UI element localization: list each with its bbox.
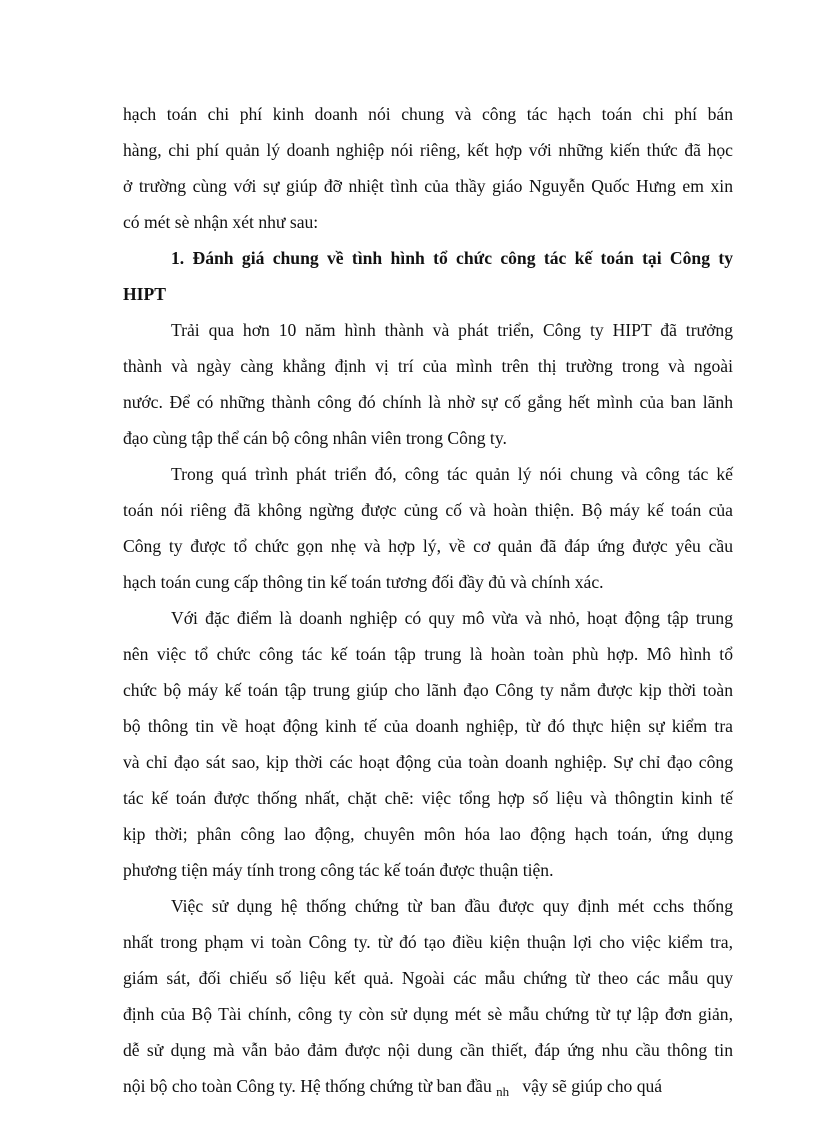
- text-span-small: nh: [496, 1084, 510, 1099]
- text-line: hạch toán chi phí kinh doanh nói chung và công tác hạch toán chi phí bán: [123, 104, 733, 124]
- text-line: hạch toán cung cấp thông tin kế toán tương đối đầy đủ và chính xác.: [123, 572, 604, 592]
- text-line: đạo cùng tập thể cán bộ công nhân viên trong Công ty.: [123, 428, 507, 448]
- text-span: nội bộ cho toàn Công ty. Hệ thống chứng từ ban đầu: [123, 1076, 497, 1096]
- text-line: Công ty được tổ chức gọn nhẹ và hợp lý, về cơ quản đã đáp ứng được yêu cầu: [123, 536, 733, 556]
- text-line: tác kế toán được thống nhất, chặt chẽ: việc tổng hợp số liệu và thôngtin kinh tế: [123, 788, 733, 808]
- text-line: kịp thời; phân công lao động, chuyên môn hóa lao động hạch toán, ứng dụng: [123, 824, 733, 844]
- text-line: Với đặc điểm là doanh nghiệp có quy mô vừa và nhỏ, hoạt động tập trung: [171, 608, 733, 628]
- text-line: Việc sử dụng hệ thống chứng từ ban đầu được quy định mét cchs thống: [171, 896, 733, 916]
- text-line: giám sát, đối chiếu số liệu kết quả. Ngoài các mẫu chứng từ theo các mẫu quy: [123, 968, 733, 988]
- text-line: Trải qua hơn 10 năm hình thành và phát triển, Công ty HIPT đã trưởng: [171, 320, 733, 340]
- text-line: bộ thông tin về hoạt động kinh tế của doanh nghiệp, từ đó thực hiện sự kiểm tra: [123, 716, 733, 736]
- text-line: chức bộ máy kế toán tập trung giúp cho lãnh đạo Công ty nắm được kịp thời toàn: [123, 680, 733, 700]
- text-line: Trong quá trình phát triển đó, công tác quản lý nói chung và công tác kế: [171, 464, 733, 484]
- text-line: dễ sử dụng mà vẫn bảo đảm được nội dung cần thiết, đáp ứng nhu cầu thông tin: [123, 1040, 733, 1060]
- text-line: [123, 1075, 733, 1099]
- text-line: nhất trong phạm vi toàn Công ty. từ đó tạo điều kiện thuận lợi cho việc kiểm tra,: [123, 932, 733, 952]
- section-heading: 1. Đánh giá chung về tình hình tổ chức công tác kế toán tại Công ty: [171, 248, 733, 268]
- text-line: phương tiện máy tính trong công tác kế toán được thuận tiện.: [123, 860, 554, 880]
- text-line: hàng, chi phí quản lý doanh nghiệp nói riêng, kết hợp với những kiến thức đã học: [123, 140, 733, 160]
- text-line: toán nói riêng đã không ngừng được củng cố và hoàn thiện. Bộ máy kế toán của: [123, 500, 733, 520]
- text-span: vậy sẽ giúp cho quá: [509, 1076, 663, 1096]
- text-line: nên việc tổ chức công tác kế toán tập trung là hoàn toàn phù hợp. Mô hình tổ: [123, 644, 733, 664]
- text-line: ở trường cùng với sự giúp đỡ nhiệt tình của thầy giáo Nguyễn Quốc Hưng em xin: [123, 176, 733, 196]
- text-line: nước. Để có những thành công đó chính là nhờ sự cố gắng hết mình của ban lãnh: [123, 392, 733, 412]
- section-heading: HIPT: [123, 284, 167, 304]
- text-line: định của Bộ Tài chính, công ty còn sử dụng mét sè mẫu chứng từ tự lập đơn giản,: [123, 1004, 733, 1024]
- text-line: có mét sè nhận xét như sau:: [123, 212, 319, 232]
- text-line: và chỉ đạo sát sao, kịp thời các hoạt động của toàn doanh nghiệp. Sự chỉ đạo công: [123, 752, 733, 772]
- text-line: thành và ngày càng khẳng định vị trí của mình trên thị trường trong và ngoài: [123, 356, 733, 376]
